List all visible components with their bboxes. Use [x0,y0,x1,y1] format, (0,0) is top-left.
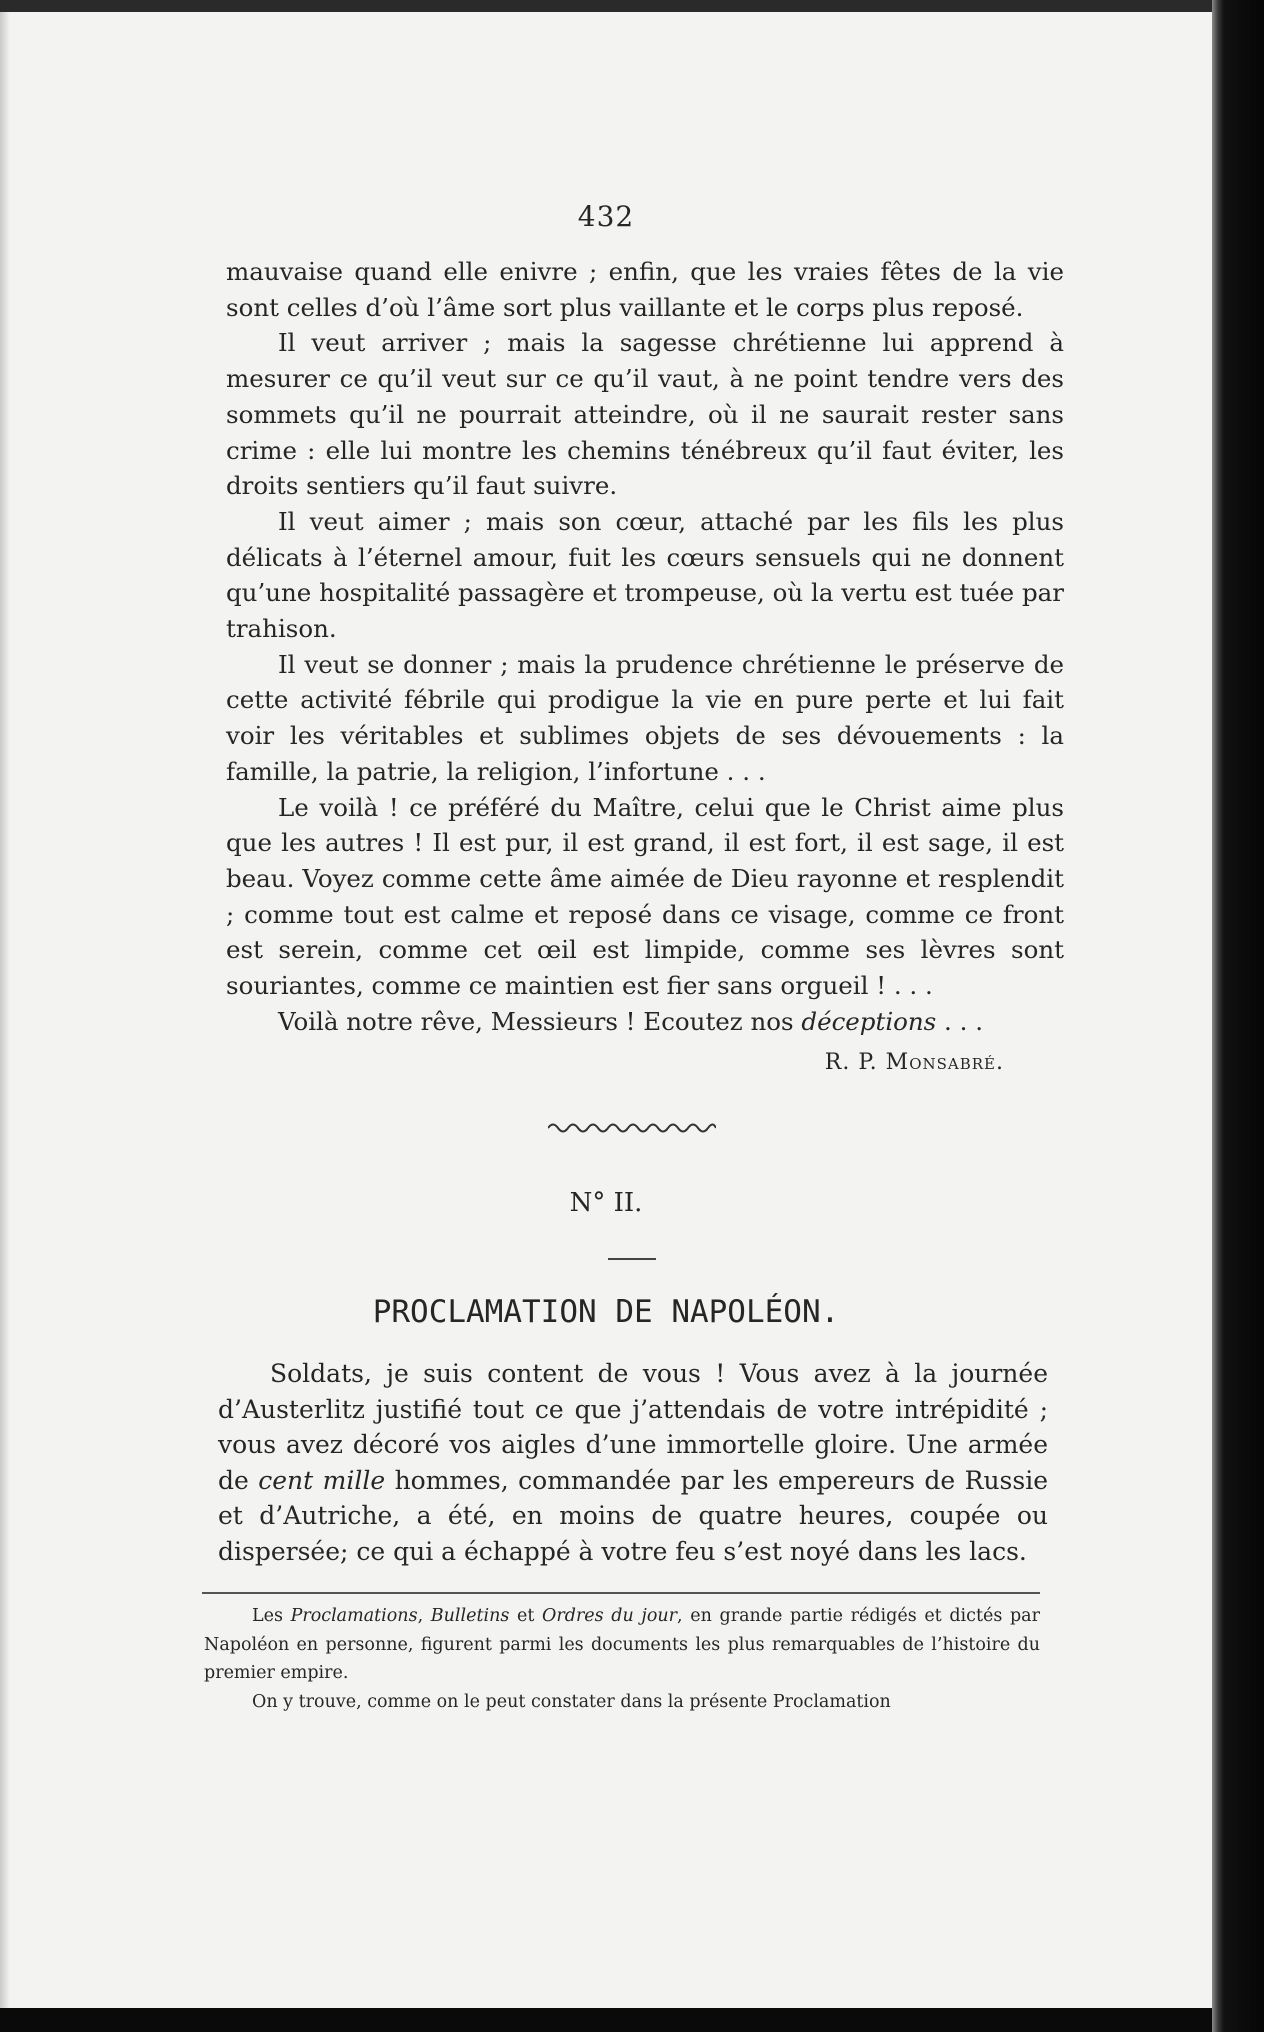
footnote-text: , en grande partie rédigés et dictés par Napoléon en personne, figurent parmi les documents les plus remarquables de l’histoire du premier empire. [204,1606,1040,1683]
footnote-italic: Proclamations [290,1606,418,1626]
section-title: PROCLAMATION DE NAPOLÉON. [372,1294,840,1330]
paragraph-4: Il veut se donner ; mais la prudence chrétienne le préserve de cette activité fébrile qui prodigue la vie en pure perte et lui fait voir les véritables et sublimes objets de ses dévouements : la famille, la patrie, la religion, l’infortune . . . [226,649,1064,786]
signature-name: Monsabré. [885,1050,1004,1076]
book-page [0,12,1212,2020]
footnote-line-2: On y trouve, comme on le peut constater dans la présente Proclamation [252,1691,891,1712]
signature-initials: R. P. [824,1050,886,1076]
proclamation-text [218,1356,1048,1569]
footnote-text: et [509,1606,543,1626]
paragraph-3: Il veut aimer ; mais son cœur, attaché par les fils les plus délicats à l’éternel amour, fuit les cœurs sensuels qui ne donnent qu’une hospitalité passagère et trompeuse, où la vertu est tuée par trahison. [226,506,1064,644]
page-number: 432 [577,200,635,233]
p6-text-after: . . . [936,1006,983,1036]
page-left-edge [0,12,10,2020]
scan-bottom-edge [0,2008,1212,2032]
footnote-text: Les [252,1606,291,1626]
footnote-italic: Ordres du jour [542,1606,678,1626]
paragraph-5: Le voilà ! ce préféré du Maître, celui que le Christ aime plus que les autres ! Il est pur, il est grand, il est fort, il est sage, il est beau. Voyez comme cette âme aimée de Dieu rayonne et resplendit ; comme tout est calme et reposé dans ce visage, comme ce front est serein, comme cet œil est limpide, comme ses lèvres sont souriantes, comme ce maintien est fier sans orgueil ! . . . [226,792,1064,1001]
footnote-block [204,1602,1040,1716]
signature [226,1045,1064,1081]
section-number: N° II. [569,1188,643,1218]
proclamation-italic: cent mille [258,1465,386,1495]
footnote-italic: Bulletins [430,1606,510,1626]
footnote-text: , [417,1606,431,1626]
wavy-divider-ornament [548,1120,716,1134]
paragraph-6 [226,1004,1064,1040]
paragraph-1: mauvaise quand elle enivre ; enfin, que les vraies fêtes de la vie sont celles d’où l’âme sort plus vaillante et le corps plus reposé. [226,257,1064,322]
p6-text-before: Voilà notre rêve, Messieurs ! Ecoutez nos [278,1006,802,1036]
main-text-block [226,254,1064,1081]
proclamation-part-1: Soldats, je suis content de vous ! Vous avez à la journée d’Austerlitz justifié tout ce que j’attendais de votre intrépidité ; vous avez décoré vos aigles d’une immortelle gloire. Une armée de [218,1359,1048,1495]
book-spine-shadow [1212,0,1264,2032]
proclamation-paragraph [218,1356,1048,1569]
footnote-line-1 [204,1602,1040,1688]
footnote-rule [202,1592,1040,1594]
proclamation-part-2: hommes, commandée par les empereurs de Russie et d’Autriche, a été, en moins de quatre heures, coupée ou dispersée; ce qui a échappé à votre feu s’est noyé dans les lacs. [218,1465,1048,1566]
p6-italic: déceptions [801,1006,937,1036]
short-rule [608,1258,656,1260]
paragraph-2: Il veut arriver ; mais la sagesse chrétienne lui apprend à mesurer ce qu’il veut sur ce qu’il vaut, à ne point tendre vers des sommets qu’il ne pourrait atteindre, où il ne saurait rester sans crime : elle lui montre les chemins ténébreux qu’il faut éviter, les droits sentiers qu’il faut suivre. [226,328,1064,501]
